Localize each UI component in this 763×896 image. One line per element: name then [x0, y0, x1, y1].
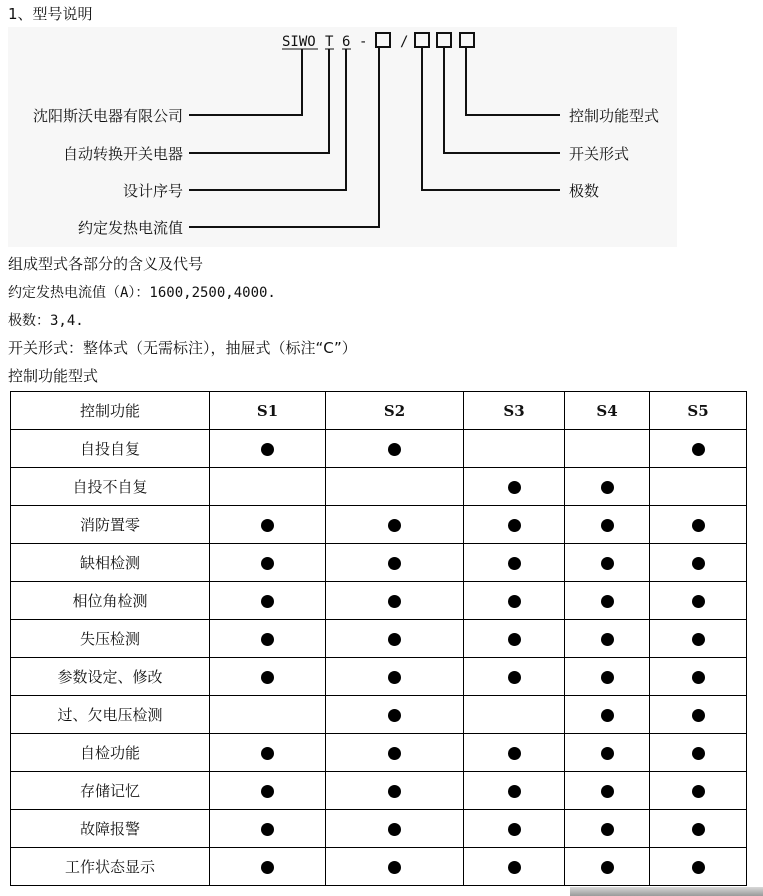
leader-poles	[422, 47, 560, 190]
mark-cell-s2	[326, 848, 464, 886]
table-row	[11, 772, 747, 810]
table-row	[11, 658, 747, 696]
filled-dot-icon	[261, 671, 274, 684]
mark-cell-s2	[326, 468, 464, 506]
model-code-svg	[8, 27, 677, 247]
code-slash: /	[400, 34, 409, 50]
filled-dot-icon	[388, 709, 401, 722]
mark-cell-s3	[464, 772, 565, 810]
function-label: 自检功能	[11, 734, 210, 772]
mark-cell-s5	[650, 582, 747, 620]
mark-cell-s1	[210, 582, 326, 620]
filled-dot-icon	[508, 557, 521, 570]
mark-cell-s4	[565, 468, 650, 506]
filled-dot-icon	[601, 823, 614, 836]
function-label: 失压检测	[11, 620, 210, 658]
filled-dot-icon	[692, 519, 705, 532]
filled-dot-icon	[692, 747, 705, 760]
mark-cell-s3	[464, 468, 565, 506]
label-ats: 自动转换开关电器	[62, 145, 183, 163]
mark-cell-s2	[326, 658, 464, 696]
filled-dot-icon	[388, 861, 401, 874]
mark-cell-s5	[650, 848, 747, 886]
mark-cell-s1	[210, 810, 326, 848]
function-label: 存储记忆	[11, 772, 210, 810]
filled-dot-icon	[692, 709, 705, 722]
mark-cell-s5	[650, 734, 747, 772]
label-current: 约定发热电流值	[77, 219, 183, 237]
mark-cell-s2	[326, 544, 464, 582]
table-row	[11, 696, 747, 734]
mark-cell-s3	[464, 430, 565, 468]
function-label: 自投自复	[11, 430, 210, 468]
mark-cell-s5	[650, 468, 747, 506]
filled-dot-icon	[601, 861, 614, 874]
mark-cell-s2	[326, 810, 464, 848]
label-design-no: 设计序号	[122, 182, 183, 200]
header-s4: S4	[565, 392, 650, 430]
composition-text: 组成型式各部分的含义及代号	[8, 255, 204, 273]
label-poles: 极数	[569, 182, 600, 200]
mark-cell-s3	[464, 544, 565, 582]
switch-form-text: 开关形式：整体式（无需标注），抽屉式（标注“C”）	[8, 339, 357, 357]
filled-dot-icon	[261, 595, 274, 608]
current-text: 约定发热电流值（A）：1600,2500,4000.	[8, 285, 276, 301]
function-label: 消防置零	[11, 506, 210, 544]
table-row	[11, 582, 747, 620]
code-box-current	[376, 33, 390, 47]
filled-dot-icon	[388, 747, 401, 760]
mark-cell-s4	[565, 620, 650, 658]
leader-ats	[189, 49, 329, 153]
filled-dot-icon	[388, 595, 401, 608]
filled-dot-icon	[261, 785, 274, 798]
mark-cell-s5	[650, 544, 747, 582]
poles-text: 极数：3,4.	[8, 313, 84, 329]
mark-cell-s5	[650, 430, 747, 468]
mark-cell-s5	[650, 696, 747, 734]
filled-dot-icon	[692, 595, 705, 608]
table-body	[11, 430, 747, 886]
filled-dot-icon	[261, 823, 274, 836]
mark-cell-s3	[464, 658, 565, 696]
filled-dot-icon	[261, 633, 274, 646]
filled-dot-icon	[508, 861, 521, 874]
filled-dot-icon	[508, 671, 521, 684]
table-header-row	[11, 392, 747, 430]
mark-cell-s1	[210, 430, 326, 468]
control-title: 控制功能型式	[8, 367, 99, 385]
code-6: 6	[342, 34, 351, 50]
mark-cell-s4	[565, 544, 650, 582]
function-label: 工作状态显示	[11, 848, 210, 886]
leader-current	[189, 47, 379, 227]
label-company: 沈阳斯沃电器有限公司	[32, 107, 183, 125]
mark-cell-s2	[326, 430, 464, 468]
filled-dot-icon	[388, 557, 401, 570]
filled-dot-icon	[601, 633, 614, 646]
filled-dot-icon	[508, 785, 521, 798]
function-label: 缺相检测	[11, 544, 210, 582]
control-function-table	[10, 391, 747, 886]
mark-cell-s4	[565, 848, 650, 886]
mark-cell-s5	[650, 658, 747, 696]
leader-control	[466, 47, 560, 115]
filled-dot-icon	[601, 481, 614, 494]
mark-cell-s4	[565, 658, 650, 696]
filled-dot-icon	[261, 443, 274, 456]
code-box-poles	[415, 33, 429, 47]
horizontal-scrollbar[interactable]	[570, 887, 763, 896]
leader-company	[189, 49, 302, 115]
mark-cell-s1	[210, 620, 326, 658]
mark-cell-s5	[650, 620, 747, 658]
filled-dot-icon	[601, 747, 614, 760]
filled-dot-icon	[601, 709, 614, 722]
filled-dot-icon	[601, 785, 614, 798]
mark-cell-s4	[565, 582, 650, 620]
header-s2: S2	[326, 392, 464, 430]
mark-cell-s4	[565, 696, 650, 734]
mark-cell-s3	[464, 734, 565, 772]
function-label: 参数设定、修改	[11, 658, 210, 696]
filled-dot-icon	[508, 519, 521, 532]
mark-cell-s2	[326, 506, 464, 544]
table-row	[11, 848, 747, 886]
table-row	[11, 468, 747, 506]
header-control-function: 控制功能	[11, 392, 210, 430]
filled-dot-icon	[388, 823, 401, 836]
filled-dot-icon	[692, 633, 705, 646]
code-dash: -	[359, 34, 368, 50]
filled-dot-icon	[692, 443, 705, 456]
filled-dot-icon	[508, 595, 521, 608]
mark-cell-s4	[565, 810, 650, 848]
code-siwo: SIWO	[282, 34, 316, 50]
mark-cell-s2	[326, 582, 464, 620]
filled-dot-icon	[601, 671, 614, 684]
mark-cell-s3	[464, 620, 565, 658]
filled-dot-icon	[261, 861, 274, 874]
table-row	[11, 810, 747, 848]
label-switch-form: 开关形式	[569, 145, 630, 163]
mark-cell-s1	[210, 734, 326, 772]
mark-cell-s3	[464, 810, 565, 848]
filled-dot-icon	[508, 633, 521, 646]
header-s3: S3	[464, 392, 565, 430]
mark-cell-s5	[650, 810, 747, 848]
mark-cell-s1	[210, 544, 326, 582]
mark-cell-s1	[210, 468, 326, 506]
function-label: 相位角检测	[11, 582, 210, 620]
code-box-control	[460, 33, 474, 47]
code-t: T	[325, 34, 334, 50]
table-row	[11, 544, 747, 582]
filled-dot-icon	[508, 747, 521, 760]
filled-dot-icon	[692, 861, 705, 874]
table-row	[11, 734, 747, 772]
mark-cell-s5	[650, 772, 747, 810]
mark-cell-s2	[326, 772, 464, 810]
mark-cell-s3	[464, 582, 565, 620]
mark-cell-s3	[464, 848, 565, 886]
filled-dot-icon	[388, 443, 401, 456]
label-control: 控制功能型式	[569, 107, 660, 125]
filled-dot-icon	[601, 519, 614, 532]
mark-cell-s1	[210, 506, 326, 544]
mark-cell-s2	[326, 620, 464, 658]
filled-dot-icon	[692, 671, 705, 684]
leader-switch-form	[444, 47, 560, 153]
mark-cell-s1	[210, 696, 326, 734]
filled-dot-icon	[601, 557, 614, 570]
mark-cell-s1	[210, 658, 326, 696]
function-label: 故障报警	[11, 810, 210, 848]
section-heading: 1、型号说明	[8, 5, 93, 23]
mark-cell-s2	[326, 696, 464, 734]
model-number-diagram	[8, 27, 677, 247]
filled-dot-icon	[261, 519, 274, 532]
filled-dot-icon	[261, 557, 274, 570]
header-s1: S1	[210, 392, 326, 430]
mark-cell-s4	[565, 506, 650, 544]
function-label: 自投不自复	[11, 468, 210, 506]
filled-dot-icon	[388, 519, 401, 532]
filled-dot-icon	[261, 747, 274, 760]
mark-cell-s5	[650, 506, 747, 544]
mark-cell-s4	[565, 430, 650, 468]
mark-cell-s4	[565, 734, 650, 772]
table-row	[11, 620, 747, 658]
filled-dot-icon	[601, 595, 614, 608]
code-box-switch-form	[437, 33, 451, 47]
header-s5: S5	[650, 392, 747, 430]
mark-cell-s3	[464, 506, 565, 544]
mark-cell-s2	[326, 734, 464, 772]
filled-dot-icon	[692, 785, 705, 798]
function-label: 过、欠电压检测	[11, 696, 210, 734]
filled-dot-icon	[508, 823, 521, 836]
mark-cell-s3	[464, 696, 565, 734]
mark-cell-s1	[210, 848, 326, 886]
leader-design-no	[189, 49, 346, 190]
filled-dot-icon	[388, 785, 401, 798]
table-row	[11, 430, 747, 468]
filled-dot-icon	[388, 633, 401, 646]
mark-cell-s4	[565, 772, 650, 810]
mark-cell-s1	[210, 772, 326, 810]
table-row	[11, 506, 747, 544]
filled-dot-icon	[508, 481, 521, 494]
filled-dot-icon	[692, 823, 705, 836]
filled-dot-icon	[692, 557, 705, 570]
filled-dot-icon	[388, 671, 401, 684]
